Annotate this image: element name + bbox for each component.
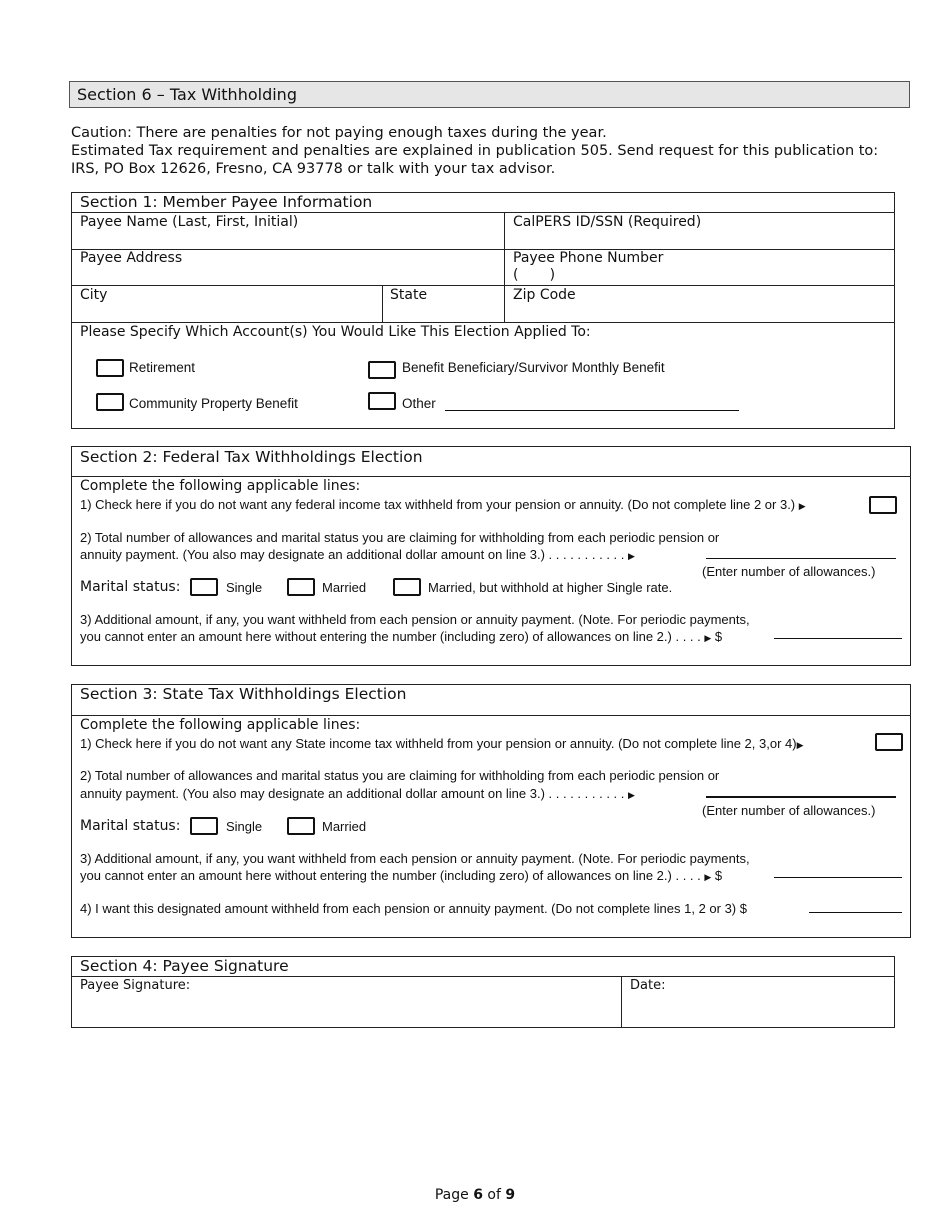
section-1-title: Section 1: Member Payee Information (80, 193, 373, 211)
state-marital-label: Marital status: (80, 818, 181, 834)
divider (71, 285, 895, 286)
date-field[interactable]: Date: (630, 978, 666, 993)
other-checkbox[interactable] (368, 392, 396, 410)
section-2-intro: Complete the following applicable lines: (80, 478, 361, 494)
state-field[interactable]: State (390, 287, 428, 303)
page-of: of (487, 1187, 501, 1203)
divider (71, 322, 895, 323)
federal-line-1-text: 1) Check here if you do not want any federal income tax withheld from your pension or annuity. (Do not complete line 2 or 3.) (80, 497, 796, 512)
state-no-withholding-checkbox[interactable] (875, 733, 903, 751)
state-line-4: 4) I want this designated amount withheld from each pension or annuity payment. (Do not complete lines 1, 2 or 3) $ (80, 901, 747, 916)
state-line-3a: 3) Additional amount, if any, you want withheld from each pension or annuity payment. (Note. For periodic payments, (80, 851, 750, 866)
divider (71, 249, 895, 250)
state-line-2b (80, 785, 635, 804)
section-3-intro: Complete the following applicable lines: (80, 717, 361, 733)
state-additional-amount-input[interactable] (774, 877, 902, 878)
federal-allowances-note: (Enter number of allowances.) (702, 564, 876, 579)
federal-married-higher-checkbox[interactable] (393, 578, 421, 596)
state-line-1-text: 1) Check here if you do not want any State income tax withheld from your pension or annuity. (Do not complete line 2, 3,or 4) (80, 736, 797, 751)
state-allowances-note: (Enter number of allowances.) (702, 803, 876, 818)
federal-married-label: Married (322, 580, 367, 595)
page-total: 9 (505, 1187, 516, 1203)
federal-line-2b-text: annuity payment. (You also may designate an additional dollar amount on line 3.) . . . . . . . . . . . (80, 547, 625, 562)
section-3-title: Section 3: State Tax Withholdings Election (80, 685, 407, 703)
community-property-checkbox[interactable] (96, 393, 124, 411)
community-property-label: Community Property Benefit (129, 396, 298, 411)
account-prompt: Please Specify Which Account(s) You Would Like This Election Applied To: (80, 324, 591, 340)
divider (621, 976, 622, 1028)
federal-line-2a: 2) Total number of allowances and marital status you are claiming for withholding from each periodic pension or (80, 530, 720, 545)
state-line-3b (80, 867, 722, 886)
divider (71, 212, 895, 213)
federal-single-checkbox[interactable] (190, 578, 218, 596)
federal-line-1 (80, 496, 806, 515)
other-input-line[interactable] (445, 410, 739, 411)
beneficiary-label: Benefit Beneficiary/Survivor Monthly Benefit (402, 360, 665, 375)
federal-line-3b-text: you cannot enter an amount here without entering the number (including zero) of allowances on line 2.) . . . . (80, 629, 701, 644)
payee-phone-field[interactable]: Payee Phone Number (513, 250, 664, 266)
beneficiary-checkbox[interactable] (368, 361, 396, 379)
page-number (0, 1187, 950, 1203)
caution-line-2: Estimated Tax requirement and penalties are explained in publication 505. Send request for this publication to: (71, 143, 879, 159)
state-allowances-input[interactable] (706, 796, 896, 798)
federal-allowances-input[interactable] (706, 558, 896, 559)
state-line-1 (80, 735, 804, 754)
dollar-sign: $ (714, 629, 723, 644)
section-6-header: Section 6 – Tax Withholding (69, 81, 910, 108)
payee-name-field[interactable]: Payee Name (Last, First, Initial) (80, 214, 299, 230)
federal-marital-label: Marital status: (80, 579, 181, 595)
payee-signature-field[interactable]: Payee Signature: (80, 978, 191, 993)
federal-married-checkbox[interactable] (287, 578, 315, 596)
state-married-label: Married (322, 819, 367, 834)
section-2-title: Section 2: Federal Tax Withholdings Election (80, 448, 423, 466)
dollar-sign: $ (714, 868, 723, 883)
arrow-icon: ▶ (796, 740, 804, 750)
caution-text (71, 124, 911, 178)
retirement-checkbox[interactable] (96, 359, 124, 377)
page-current: 6 (473, 1187, 483, 1203)
divider (71, 476, 911, 477)
payee-address-field[interactable]: Payee Address (80, 250, 183, 266)
state-line-2a: 2) Total number of allowances and marital status you are claiming for withholding from each periodic pension or (80, 768, 720, 783)
divider (382, 285, 383, 322)
arrow-icon: ▶ (704, 872, 712, 882)
state-single-checkbox[interactable] (190, 817, 218, 835)
federal-married-higher-label: Married, but withhold at higher Single rate. (428, 580, 673, 595)
other-label: Other (402, 396, 436, 411)
section-4-title: Section 4: Payee Signature (80, 957, 289, 975)
arrow-icon: ▶ (628, 790, 635, 800)
retirement-label: Retirement (129, 360, 196, 375)
zip-code-field[interactable]: Zip Code (513, 287, 576, 303)
page-prefix: Page (434, 1187, 469, 1203)
divider (71, 715, 911, 716)
arrow-icon: ▶ (628, 551, 635, 561)
arrow-icon: ▶ (798, 501, 806, 511)
calpers-id-field[interactable]: CalPERS ID/SSN (Required) (513, 214, 702, 230)
state-line-3b-text: you cannot enter an amount here without entering the number (including zero) of allowances on line 2.) . . . . (80, 868, 701, 883)
federal-line-3a: 3) Additional amount, if any, you want withheld from each pension or annuity payment. (Note. For periodic payments, (80, 612, 750, 627)
federal-line-2b (80, 546, 635, 565)
federal-additional-amount-input[interactable] (774, 638, 902, 639)
divider (504, 212, 505, 322)
state-single-label: Single (226, 819, 263, 834)
state-designated-amount-input[interactable] (809, 912, 902, 913)
state-married-checkbox[interactable] (287, 817, 315, 835)
divider (71, 976, 895, 977)
caution-line-1: Caution: There are penalties for not paying enough taxes during the year. (71, 125, 607, 141)
federal-single-label: Single (226, 580, 263, 595)
federal-no-withholding-checkbox[interactable] (869, 496, 897, 514)
phone-area-code[interactable]: ( ) (513, 267, 556, 283)
caution-line-3: IRS, PO Box 12626, Fresno, CA 93778 or talk with your tax advisor. (71, 161, 556, 177)
state-line-2b-text: annuity payment. (You also may designate an additional dollar amount on line 3.) . . . . . . . . . . . (80, 786, 625, 801)
arrow-icon: ▶ (704, 633, 712, 643)
federal-line-3b (80, 628, 722, 647)
city-field[interactable]: City (80, 287, 108, 303)
